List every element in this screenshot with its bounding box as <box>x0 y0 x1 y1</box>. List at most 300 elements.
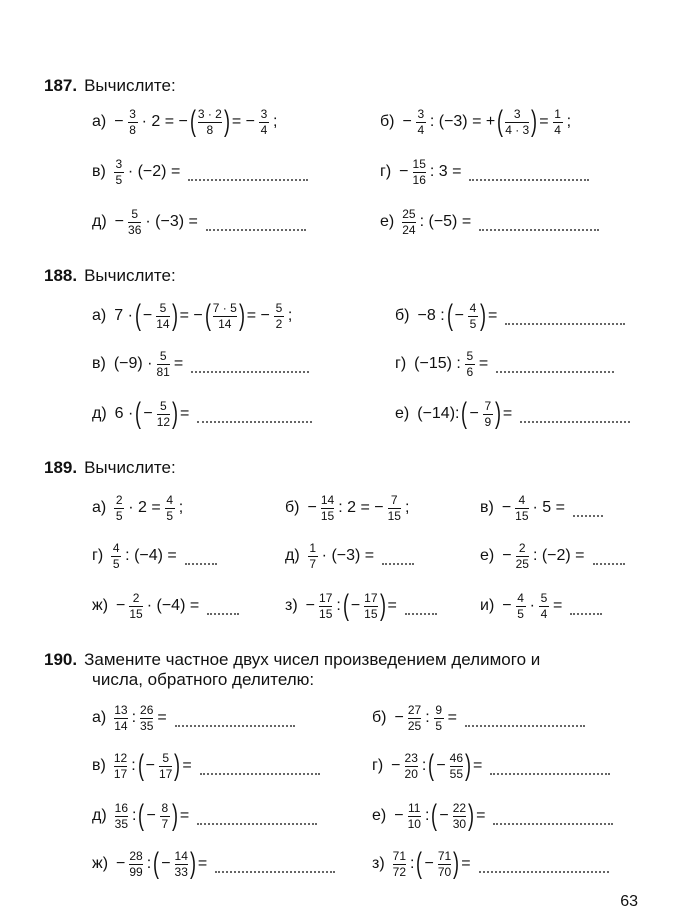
parenthesized-fraction <box>138 751 181 781</box>
fraction-denominator: 10 <box>407 816 421 831</box>
right-paren: ) <box>174 749 181 782</box>
fraction-denominator: 5 <box>112 556 120 571</box>
fraction-denominator: 4 · 3 <box>505 122 530 137</box>
fraction <box>453 802 466 831</box>
fraction-numerator: 15 <box>412 156 426 171</box>
fraction <box>157 400 170 429</box>
fraction <box>438 850 451 879</box>
left-paren: ( <box>138 799 145 832</box>
fraction-numerator: 3 · 2 <box>197 106 222 121</box>
exercise-187-header <box>44 76 176 96</box>
answer-blank[interactable] <box>593 557 625 565</box>
fraction <box>505 108 529 137</box>
math-operator: = <box>387 597 397 614</box>
fraction-numerator: 17 <box>319 590 333 605</box>
fraction-denominator: 15 <box>515 508 529 523</box>
fraction <box>128 208 141 237</box>
item-label: з) <box>285 597 298 614</box>
exercise-190-header <box>44 650 540 670</box>
fraction <box>157 350 170 379</box>
fraction-denominator: 6 <box>466 364 474 379</box>
answer-blank[interactable] <box>200 767 320 775</box>
fraction-denominator: 5 <box>115 172 123 187</box>
math-operator: = − <box>246 307 270 324</box>
answer-blank[interactable] <box>215 865 335 873</box>
math-operator: −8 : <box>417 307 445 324</box>
exercise-item <box>480 486 603 530</box>
fraction-numerator: 3 <box>417 106 425 121</box>
fraction-denominator: 15 <box>129 606 143 621</box>
fraction-numerator: 2 <box>132 590 140 605</box>
fraction <box>129 592 142 621</box>
answer-blank[interactable] <box>197 415 312 423</box>
fraction-denominator: 14 <box>156 316 170 331</box>
math-operator: · 2 = <box>128 499 161 516</box>
right-paren: ) <box>171 799 178 832</box>
math-operator: : <box>131 709 137 726</box>
fraction-numerator: 25 <box>402 206 416 221</box>
fraction-numerator: 4 <box>166 492 174 507</box>
fraction-denominator: 72 <box>392 864 407 879</box>
fraction-numerator: 22 <box>452 800 467 815</box>
answer-blank[interactable] <box>479 865 609 873</box>
answer-blank[interactable] <box>382 557 414 565</box>
fraction <box>319 592 332 621</box>
fraction-numerator: 8 <box>161 800 169 815</box>
fraction-denominator: 15 <box>387 508 401 523</box>
fraction-numerator: 4 <box>112 540 120 555</box>
parenthesized-fraction <box>153 849 196 879</box>
fraction-denominator: 25 <box>407 718 422 733</box>
fraction-denominator: 99 <box>129 864 143 879</box>
item-label: б) <box>372 709 387 726</box>
answer-blank[interactable] <box>520 415 630 423</box>
math-operator: · (−4) = <box>146 597 200 614</box>
math-operator: − <box>116 597 126 614</box>
minus-sign: − <box>350 597 361 614</box>
fraction-denominator: 12 <box>156 414 171 429</box>
exercise-number: 189. <box>44 458 78 477</box>
fraction-numerator: 17 <box>364 590 378 605</box>
math-operator: (−14): <box>417 405 460 422</box>
math-operator: ; <box>178 499 184 516</box>
parenthesized-fraction <box>190 107 230 137</box>
math-operator: − <box>501 499 512 516</box>
fraction-numerator: 1 <box>309 540 317 555</box>
math-operator: · <box>529 597 535 614</box>
fraction <box>408 704 421 733</box>
exercise-item <box>92 744 320 788</box>
fraction-numerator: 1 <box>554 106 561 121</box>
math-operator: 7 · <box>114 307 133 324</box>
fraction <box>465 350 475 379</box>
minus-sign: − <box>161 855 171 872</box>
math-operator: − <box>394 807 404 824</box>
fraction-numerator: 4 <box>518 492 526 507</box>
fraction <box>165 494 175 523</box>
exercise-item <box>395 342 614 386</box>
fraction-numerator: 71 <box>437 848 452 863</box>
fraction <box>393 850 406 879</box>
fraction-numerator: 28 <box>129 848 143 863</box>
fraction-denominator: 15 <box>320 508 335 523</box>
left-paren: ( <box>431 799 438 832</box>
fraction-numerator: 5 <box>131 206 139 221</box>
fraction-numerator: 46 <box>449 750 464 765</box>
item-label: з) <box>372 855 385 872</box>
left-paren: ( <box>189 105 196 138</box>
left-paren: ( <box>497 105 504 138</box>
exercise-item <box>372 842 609 886</box>
answer-blank[interactable] <box>206 223 306 231</box>
exercise-item <box>480 584 602 628</box>
right-paren: ) <box>379 589 386 622</box>
exercise-189-header <box>44 458 176 478</box>
math-operator: ; <box>404 499 410 516</box>
parenthesized-fraction <box>416 849 459 879</box>
answer-blank[interactable] <box>570 607 602 615</box>
math-operator: − <box>402 113 412 130</box>
exercise-188-header <box>44 266 176 286</box>
item-label: а) <box>92 499 107 516</box>
math-operator: = <box>476 807 486 824</box>
math-operator: : (−3) = + <box>429 113 496 130</box>
fraction-denominator: 17 <box>113 766 128 781</box>
exercise-item <box>285 486 411 530</box>
item-label: ж) <box>92 597 109 614</box>
item-label: а) <box>92 113 107 130</box>
fraction <box>539 592 549 621</box>
fraction-denominator: 14 <box>218 316 232 331</box>
math-operator: = <box>157 709 167 726</box>
fraction-numerator: 14 <box>320 492 335 507</box>
exercise-item <box>285 534 414 578</box>
fraction <box>175 850 188 879</box>
item-label: в) <box>480 499 494 516</box>
fraction <box>114 704 127 733</box>
fraction <box>308 542 318 571</box>
answer-blank[interactable] <box>185 557 217 565</box>
fraction-numerator: 26 <box>140 702 154 717</box>
item-label: в) <box>92 757 106 774</box>
minus-sign: − <box>146 807 156 824</box>
exercise-item <box>92 842 335 886</box>
math-operator: ; <box>287 307 293 324</box>
item-label: г) <box>395 355 407 372</box>
fraction-denominator: 5 <box>115 508 123 523</box>
math-operator: = <box>552 597 563 614</box>
answer-blank[interactable] <box>490 767 610 775</box>
fraction-numerator: 5 <box>162 750 169 765</box>
fraction-numerator: 5 <box>160 398 167 413</box>
answer-blank[interactable] <box>188 173 308 181</box>
fraction <box>274 302 284 331</box>
math-operator: = <box>447 709 457 726</box>
answer-blank[interactable] <box>197 817 317 825</box>
fraction-denominator: 5 <box>517 606 524 621</box>
exercise-item <box>372 744 610 788</box>
fraction-numerator: 5 <box>275 300 283 315</box>
fraction-numerator: 4 <box>517 590 524 605</box>
fraction-denominator: 15 <box>319 606 333 621</box>
right-paren: ) <box>238 299 245 332</box>
exercise-item <box>92 100 279 144</box>
fraction-denominator: 14 <box>114 718 128 733</box>
minus-sign: − <box>143 405 153 422</box>
fraction <box>516 542 529 571</box>
fraction-numerator: 3 <box>115 156 123 171</box>
item-label: ж) <box>92 855 109 872</box>
item-label: г) <box>92 547 104 564</box>
math-operator: : <box>425 709 430 726</box>
fraction-denominator: 5 <box>166 508 174 523</box>
exercise-item <box>92 696 295 740</box>
math-operator: = <box>179 807 190 824</box>
fraction-denominator: 36 <box>128 222 142 237</box>
fraction-numerator: 71 <box>392 848 407 863</box>
fraction <box>156 302 169 331</box>
item-label: б) <box>380 113 395 130</box>
parenthesized-fraction <box>135 399 178 429</box>
answer-blank[interactable] <box>505 317 625 325</box>
fraction <box>159 752 172 781</box>
minus-sign: − <box>439 807 449 824</box>
left-paren: ( <box>428 749 435 782</box>
math-operator: = <box>473 757 483 774</box>
exercise-item <box>395 392 630 436</box>
answer-blank[interactable] <box>191 365 309 373</box>
exercise-number: 188. <box>44 266 78 285</box>
math-operator: : (−2) = <box>532 547 585 564</box>
math-operator: = − <box>179 307 203 324</box>
exercise-190-heading-line2: числа, обратного делителю: <box>92 670 315 689</box>
item-label: д) <box>92 213 107 230</box>
math-operator: : <box>410 855 415 872</box>
parenthesized-fraction <box>447 301 486 331</box>
fraction <box>553 108 563 137</box>
fraction <box>140 704 153 733</box>
math-operator: = <box>487 307 498 324</box>
math-operator: − <box>307 499 317 516</box>
math-operator: = <box>461 855 471 872</box>
fraction-denominator: 8 <box>129 122 136 137</box>
exercise-item <box>92 150 308 194</box>
item-label: б) <box>395 307 410 324</box>
math-operator: − <box>391 757 401 774</box>
fraction-denominator: 2 <box>275 316 283 331</box>
answer-blank[interactable] <box>493 817 613 825</box>
fraction <box>416 108 426 137</box>
right-paren: ) <box>479 299 486 332</box>
fraction-numerator: 23 <box>404 750 418 765</box>
minus-sign: − <box>145 757 155 774</box>
math-operator: · (−3) = <box>321 547 375 564</box>
right-paren: ) <box>494 397 501 430</box>
exercise-item <box>372 794 613 838</box>
fraction <box>111 542 121 571</box>
right-paren: ) <box>465 749 472 782</box>
item-label: д) <box>92 807 107 824</box>
exercise-heading: Вычислите: <box>84 458 176 477</box>
fraction-numerator: 4 <box>469 300 477 315</box>
math-operator: (−15) : <box>414 355 461 372</box>
exercise-heading: Вычислите: <box>84 76 176 95</box>
fraction <box>114 494 124 523</box>
fraction <box>450 752 463 781</box>
exercise-item <box>395 294 625 338</box>
item-label: в) <box>92 163 106 180</box>
fraction-denominator: 4 <box>417 122 425 137</box>
answer-blank[interactable] <box>175 719 295 727</box>
left-paren: ( <box>137 749 144 782</box>
item-label: г) <box>372 757 384 774</box>
minus-sign: − <box>436 757 446 774</box>
fraction-denominator: 15 <box>364 606 378 621</box>
fraction-numerator: 2 <box>518 540 526 555</box>
answer-blank[interactable] <box>479 223 599 231</box>
math-operator: − <box>114 213 125 230</box>
parenthesized-fraction <box>205 301 245 331</box>
math-operator: − <box>502 547 512 564</box>
fraction <box>483 400 493 429</box>
answer-blank[interactable] <box>405 607 437 615</box>
fraction <box>129 850 142 879</box>
fraction-denominator: 7 <box>161 816 169 831</box>
left-paren: ( <box>416 847 423 880</box>
fraction-denominator: 5 <box>435 718 442 733</box>
item-label: и) <box>480 597 495 614</box>
left-paren: ( <box>204 299 211 332</box>
math-operator: · (−3) = <box>145 213 198 230</box>
math-operator: : <box>336 597 341 614</box>
left-paren: ( <box>134 299 141 332</box>
math-operator: − <box>394 709 404 726</box>
math-operator: : <box>146 855 152 872</box>
item-label: д) <box>92 405 107 422</box>
exercise-item <box>372 696 585 740</box>
fraction <box>213 302 237 331</box>
minus-sign: − <box>142 307 153 324</box>
math-operator: = <box>182 757 192 774</box>
math-operator: − <box>116 855 126 872</box>
fraction <box>198 108 222 137</box>
fraction-denominator: 70 <box>437 864 452 879</box>
exercise-item <box>92 392 312 436</box>
left-paren: ( <box>461 397 468 430</box>
math-operator: = <box>197 855 208 872</box>
math-operator: ; <box>272 113 278 130</box>
parenthesized-fraction <box>138 801 177 831</box>
minus-sign: − <box>454 307 464 324</box>
answer-blank[interactable] <box>207 607 239 615</box>
parenthesized-fraction <box>135 301 178 331</box>
right-paren: ) <box>172 397 179 430</box>
item-label: б) <box>285 499 300 516</box>
math-operator: : 2 = − <box>338 499 384 516</box>
exercise-heading: Замените частное двух чисел произведением делимого и <box>84 650 541 669</box>
math-operator: − <box>399 163 409 180</box>
fraction-denominator: 35 <box>140 718 154 733</box>
exercise-item <box>92 794 317 838</box>
fraction-numerator: 3 <box>513 106 521 121</box>
answer-blank[interactable] <box>496 365 614 373</box>
right-paren: ) <box>453 847 460 880</box>
exercise-number: 190. <box>44 650 78 669</box>
fraction-numerator: 7 <box>484 398 492 413</box>
fraction <box>115 802 128 831</box>
item-label: д) <box>285 547 300 564</box>
page-number: 63 <box>620 893 638 910</box>
fraction-numerator: 5 <box>540 590 548 605</box>
fraction-numerator: 5 <box>159 300 167 315</box>
fraction <box>515 494 528 523</box>
math-operator: · (−2) = <box>127 163 181 180</box>
left-paren: ( <box>446 299 453 332</box>
fraction-denominator: 5 <box>469 316 477 331</box>
fraction-denominator: 4 <box>554 122 561 137</box>
fraction-denominator: 8 <box>206 122 214 137</box>
item-label: е) <box>480 547 495 564</box>
right-paren: ) <box>171 299 178 332</box>
answer-blank[interactable] <box>469 173 589 181</box>
answer-blank[interactable] <box>573 509 603 517</box>
fraction <box>160 802 170 831</box>
fraction <box>402 208 415 237</box>
fraction-numerator: 3 <box>260 106 268 121</box>
math-operator: = − <box>231 113 255 130</box>
item-label: е) <box>380 213 395 230</box>
exercise-item <box>92 584 239 628</box>
item-label: е) <box>372 807 387 824</box>
parenthesized-fraction <box>431 801 474 831</box>
exercise-item <box>380 100 573 144</box>
fraction <box>413 158 426 187</box>
answer-blank[interactable] <box>465 719 585 727</box>
math-operator: : 3 = <box>429 163 462 180</box>
fraction-numerator: 7 · 5 <box>212 300 237 315</box>
fraction <box>114 752 127 781</box>
fraction-denominator: 81 <box>156 364 170 379</box>
left-paren: ( <box>153 847 160 880</box>
fraction-denominator: 33 <box>174 864 188 879</box>
parenthesized-fraction <box>461 399 500 429</box>
fraction-denominator: 16 <box>412 172 426 187</box>
fraction <box>321 494 334 523</box>
math-operator: = <box>180 405 190 422</box>
math-operator: : <box>424 807 430 824</box>
math-operator: : <box>421 757 427 774</box>
exercise-heading: Вычислите: <box>84 266 176 285</box>
exercise-item <box>92 486 185 530</box>
fraction-numerator: 5 <box>159 348 167 363</box>
fraction-numerator: 5 <box>466 348 474 363</box>
exercise-item <box>380 150 589 194</box>
parenthesized-fraction <box>343 591 386 621</box>
fraction-denominator: 20 <box>404 766 418 781</box>
fraction-denominator: 4 <box>540 606 548 621</box>
exercise-item <box>92 294 294 338</box>
fraction-numerator: 27 <box>407 702 422 717</box>
fraction-denominator: 55 <box>449 766 464 781</box>
math-operator: = <box>478 355 489 372</box>
right-paren: ) <box>468 799 475 832</box>
fraction-numerator: 14 <box>174 848 188 863</box>
fraction-numerator: 11 <box>408 800 421 815</box>
item-label: е) <box>395 405 410 422</box>
math-operator: − <box>502 597 512 614</box>
math-operator: : <box>132 807 137 824</box>
item-label: в) <box>92 355 106 372</box>
